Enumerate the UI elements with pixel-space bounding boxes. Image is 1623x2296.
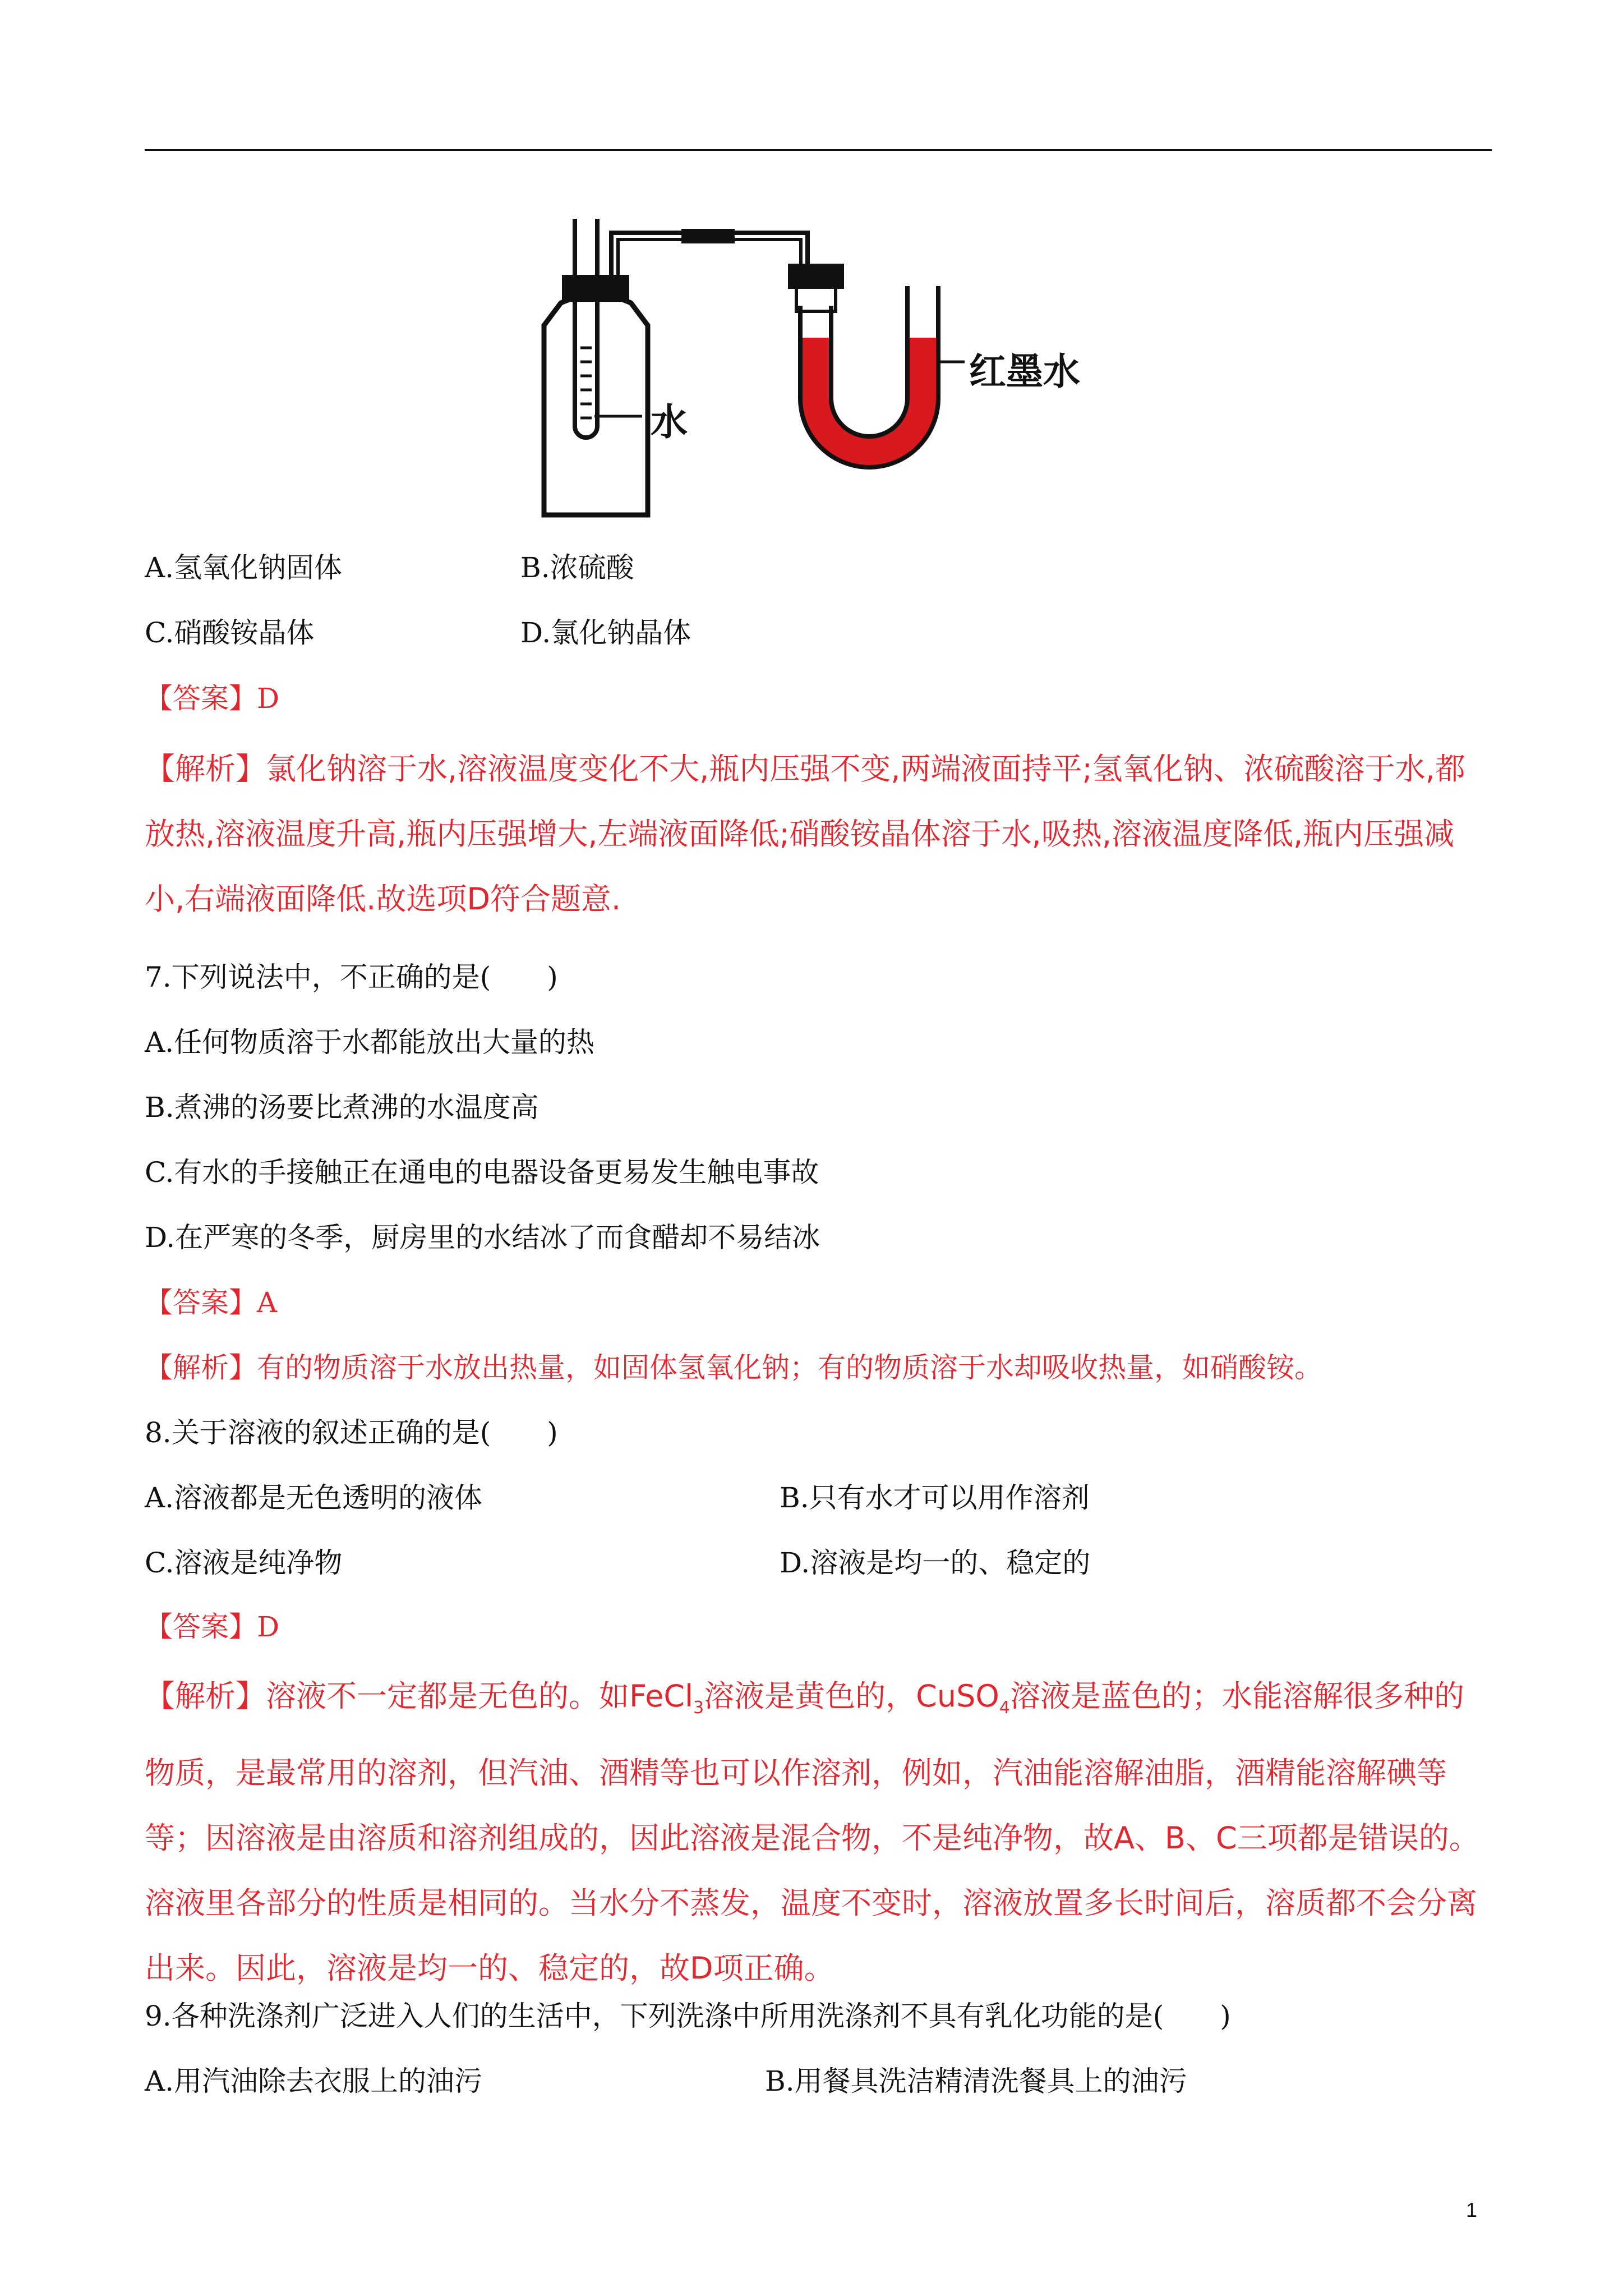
q8-answer: [145, 1610, 279, 1644]
header-rule: [145, 149, 1492, 151]
q6-option-c: C.硝酸铵晶体: [145, 616, 315, 649]
label-water: 水: [651, 401, 688, 444]
answer-tag: 【答案】: [145, 1611, 257, 1643]
label-red-ink: 红墨水: [969, 350, 1080, 393]
q6-option-d: D.氯化钠晶体: [520, 616, 691, 649]
q6-answer: [145, 682, 279, 715]
analysis-tag: 【解析】: [145, 751, 266, 786]
q7-analysis: [145, 1351, 1322, 1384]
formula-cuso4: CuSO: [916, 1678, 999, 1714]
q8-option-b: B.只有水才可以用作溶剂: [780, 1481, 1090, 1514]
formula-fecl3: FeCl: [629, 1678, 694, 1714]
formula-fecl3-subscript: 3: [693, 1697, 704, 1718]
q9-stem: 9.各种洗涤剂广泛进入人们的生活中，下列洗涤中所用洗涤剂不具有乳化功能的是( ): [145, 2000, 1231, 2032]
analysis-text: 有的物质溶于水放出热量，如固体氢氧化钠；有的物质溶于水却吸收热量，如硝酸铵。: [257, 1351, 1322, 1384]
analysis-text-2: 溶液是黄色的，: [704, 1678, 916, 1714]
q8-option-c: C.溶液是纯净物: [145, 1547, 343, 1579]
q7-answer: [145, 1286, 277, 1319]
q7-option-b: B.煮沸的汤要比煮沸的水温度高: [145, 1091, 539, 1124]
q8-option-a: A.溶液都是无色透明的液体: [145, 1481, 483, 1514]
answer-tag: 【答案】: [145, 682, 257, 715]
rubber-joint: [681, 229, 735, 243]
q8-analysis: [145, 1664, 1492, 2001]
answer-value: D: [257, 682, 280, 715]
q7-option-c: C.有水的手接触正在通电的电器设备更易发生触电事故: [145, 1156, 819, 1189]
q7-stem: 7.下列说法中，不正确的是( ): [145, 961, 558, 993]
page-number: 1: [1466, 2198, 1478, 2221]
q7-option-d: D.在严寒的冬季，厨房里的水结冰了而食醋却不易结冰: [145, 1221, 820, 1254]
formula-cuso4-subscript: 4: [999, 1697, 1010, 1718]
answer-value: D: [257, 1611, 280, 1643]
analysis-text: 氯化钠溶于水,溶液温度变化不大,瓶内压强不变,两端液面持平;氢氧化钠、浓硫酸溶于水,都放热,溶液温度升高,瓶内压强增大,左端液面降低;硝酸铵晶体溶于水,吸热,溶液温度降低,瓶内压强减小,右端液面降低.故选项D符合题意.: [145, 751, 1465, 917]
q8-option-d: D.溶液是均一的、稳定的: [780, 1547, 1091, 1579]
answer-tag: 【答案】: [145, 1286, 257, 1319]
q6-analysis: [145, 737, 1492, 932]
analysis-text-3: 溶液是蓝色的；水能溶解很多种的物质，是最常用的溶剂，但汽油、酒精等也可以作溶剂，例如，汽油能溶解油脂，酒精能溶解碘等等；因溶液是由溶质和溶剂组成的，因此溶液是混合物，不是纯净物，故A、B、C三项都是错误的。溶液里各部分的性质是相同的。当水分不蒸发，温度不变时，溶液放置多长时间后，溶质都不会分离出来。因此，溶液是均一的、稳定的，故D项正确。: [145, 1678, 1479, 1986]
analysis-tag: 【解析】: [145, 1678, 266, 1714]
analysis-text-1: 溶液不一定都是无色的。如: [266, 1678, 629, 1714]
q9-option-b: B.用餐具洗洁精清洗餐具上的油污: [765, 2065, 1187, 2097]
water-marks: [580, 348, 592, 418]
q9-option-a: A.用汽油除去衣服上的油污: [145, 2065, 483, 2097]
q7-option-a: A.任何物质溶于水都能放出大量的热: [145, 1026, 595, 1059]
q8-stem: 8.关于溶液的叙述正确的是( ): [145, 1416, 558, 1449]
answer-value: A: [257, 1286, 278, 1319]
q6-option-a: A.氢氧化钠固体: [145, 551, 343, 584]
q6-option-b: B.浓硫酸: [520, 551, 634, 584]
analysis-tag: 【解析】: [145, 1351, 257, 1384]
